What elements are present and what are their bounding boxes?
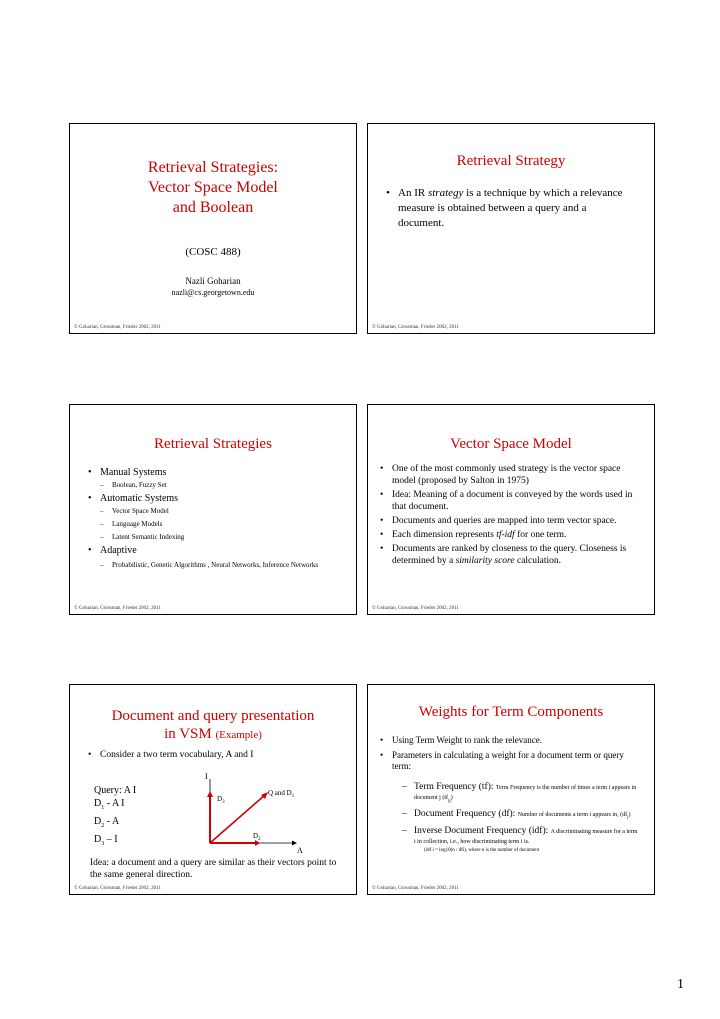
slide-3-title: Retrieval Strategies	[154, 436, 272, 452]
slide-footer: © Goharian, Grossman, Frieder 2002, 2011	[74, 606, 161, 611]
title-line-3: and Boolean	[172, 199, 254, 216]
slide-1	[69, 123, 357, 334]
slide-1-title	[70, 158, 356, 218]
bullet-automatic: • Automatic Systems – Vector Space Model – Language Models – Latent Semantic Indexing	[88, 493, 343, 542]
label-q-d1: Q and $D_1$	[268, 789, 295, 799]
author-email: nazli@cs.georgetown.edu	[171, 288, 255, 297]
idf-formula: (idf i = log10(n / dfi), where n is the number of document	[424, 847, 540, 853]
sub-boolean: – Boolean, Fuzzy Set	[100, 481, 343, 490]
axis-label-i: I	[205, 773, 208, 781]
slide-2-bullets	[386, 186, 626, 231]
course-code: (COSC 488)	[185, 246, 241, 258]
page-number: 1	[677, 977, 684, 992]
title-line-2: Vector Space Model	[148, 179, 278, 196]
slide-2-title: Retrieval Strategy	[456, 153, 566, 169]
query-line: Query: A I	[94, 785, 137, 796]
slide-6-title: Weights for Term Components	[418, 704, 604, 720]
a-axis-arrow	[292, 841, 297, 846]
slide-6-bullets	[380, 735, 640, 854]
slide-footer: © Goharian, Grossman, Frieder 2002, 2011	[372, 886, 459, 891]
bullet-parameters: • Parameters in calculating a weight for a document term or query term: – Term Frequency (tf): Term Frequency is the number of times a term i appears in document j $(tf_{ij})$ – Document Frequency (df): Number of documents a term i appears in, $(df_i)$ – Inverse Document Frequency (idf): A discriminating measure for a term i in collection, i.e., how discriminating term i is. (idf i = log10(n / dfi), where n is the number of document	[380, 750, 640, 854]
slide-footer: © Goharian, Grossman, Frieder 2002, 2011	[74, 325, 161, 330]
slide-footer: © Goharian, Grossman, Frieder 2002, 2011	[74, 886, 161, 891]
doc-2-line: $D_2$ - A	[94, 816, 120, 829]
sub-probabilistic: – Probabilistic, Genetic Algorithms , Neural Networks, Inference Networks	[100, 560, 330, 571]
slide-6	[367, 684, 655, 895]
doc-3-line: $D_3$ – I	[94, 834, 118, 847]
bullet-manual: • Manual Systems – Boolean, Fuzzy Set	[88, 467, 343, 490]
slide-footer: © Goharian, Grossman, Frieder 2002, 2011	[372, 325, 459, 330]
slide-4-bullets	[380, 463, 645, 567]
vector-diagram	[195, 773, 315, 853]
bullet-idea: • Idea: Meaning of a document is conveyed by the words used in that document.	[380, 489, 645, 513]
slide-5-bullets	[88, 749, 338, 761]
slide-5-title: Document and query presentation in VSM (Example)	[111, 708, 315, 742]
slide-3-bullets	[88, 467, 343, 571]
sub-lsi: – Latent Semantic Indexing	[100, 533, 343, 542]
slide-5	[69, 684, 357, 895]
bullet-dimension: • Each dimension represents tf-idf for one term.	[380, 529, 645, 541]
sub-vsm: – Vector Space Model	[100, 507, 343, 516]
idea-text: Idea: a document and a query are similar as their vectors point to the same general direction.	[90, 858, 337, 880]
sub-df: – Document Frequency (df): Number of documents a term i appears in, $(df_i)$	[402, 809, 640, 822]
slide-footer: © Goharian, Grossman, Frieder 2002, 2011	[372, 606, 459, 611]
bullet-mapping: • Documents and queries are mapped into term vector space.	[380, 515, 645, 527]
doc-1-line: $D_1$ - A I	[94, 798, 125, 811]
slide-2	[367, 123, 655, 334]
bullet-term-weight: • Using Term Weight to rank the relevance.	[380, 735, 640, 746]
vector-list	[94, 784, 136, 851]
axis-label-a: A	[297, 846, 303, 853]
bullet-strategy: • An IR strategy is a technique by which a relevance measure is obtained between a query and a document.	[386, 186, 626, 231]
vector-d3-arrowhead	[207, 791, 213, 797]
label-d3: $D_3$	[217, 795, 225, 805]
bullet-ranking: • Documents are ranked by closeness to the query. Closeness is determined by a similarity score calculation.	[380, 543, 645, 567]
sub-tf: – Term Frequency (tf): Term Frequency is the number of times a term i appears in document j $(tf_{ij})$	[402, 782, 640, 805]
slide-3	[69, 404, 357, 615]
slide-4-title: Vector Space Model	[450, 436, 572, 452]
bullet-vsm-common: • One of the most commonly used strategy is the vector space model (proposed by Salton in 1975)	[380, 463, 645, 487]
author-name: Nazli Goharian	[185, 276, 241, 286]
title-line-1: Retrieval Strategies:	[147, 159, 279, 176]
label-d2: $D_2$	[253, 832, 261, 842]
sub-lm: – Language Models	[100, 520, 343, 529]
sub-idf: – Inverse Document Frequency (idf): A discriminating measure for a term i in collection, i.e., how discriminating term i is. (idf i = log10(n / dfi), where n is the number of document	[402, 826, 640, 854]
bullet-vocabulary: • Consider a two term vocabulary, A and I	[88, 749, 338, 761]
bullet-adaptive: • Adaptive – Probabilistic, Genetic Algorithms , Neural Networks, Inference Networks	[88, 545, 343, 571]
slide-4	[367, 404, 655, 615]
